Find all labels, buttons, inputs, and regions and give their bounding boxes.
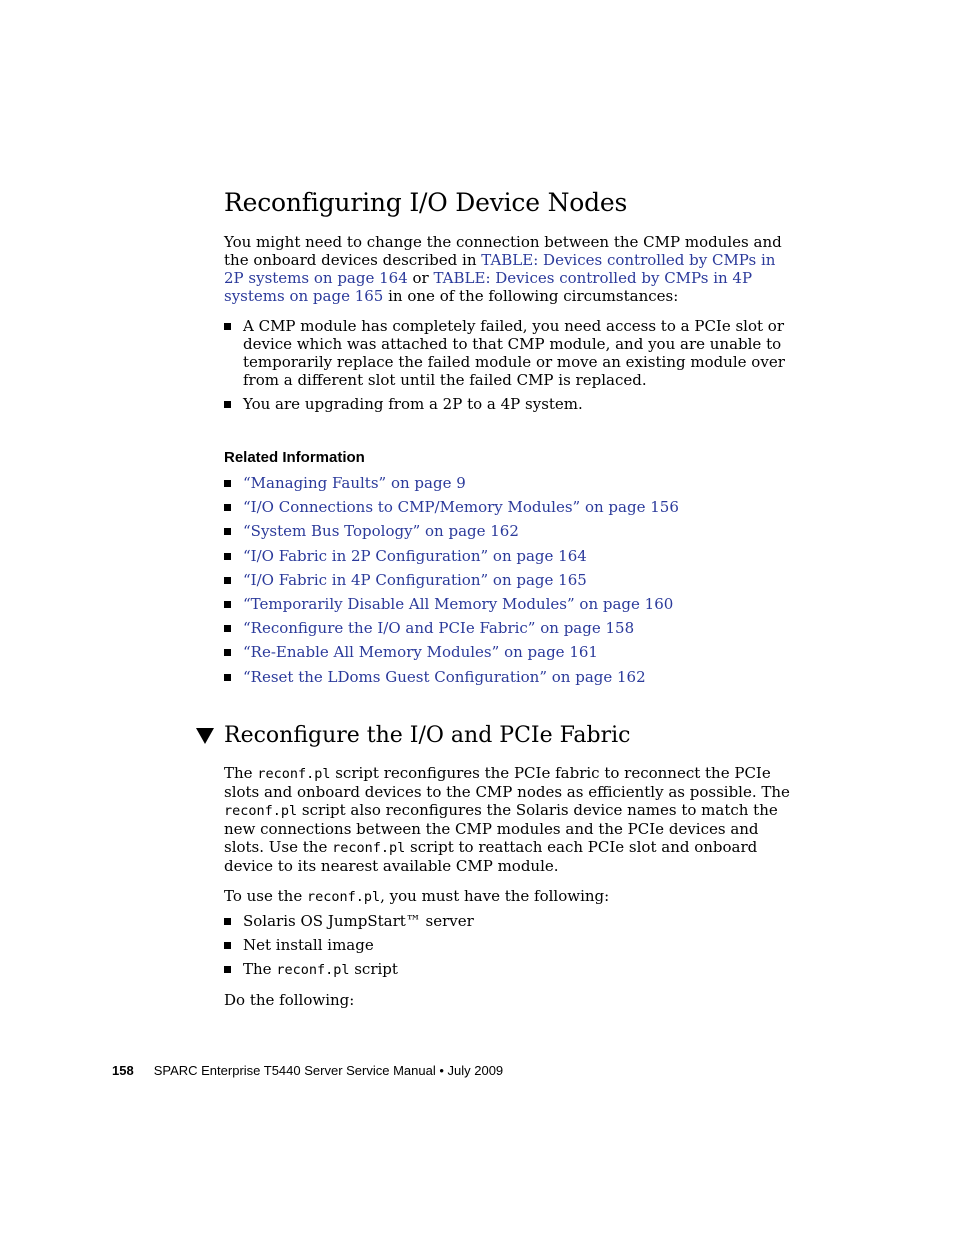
bullet-icon bbox=[224, 966, 231, 973]
body-text: , you must have the following: bbox=[380, 886, 610, 905]
procedure-description bbox=[224, 764, 798, 875]
link-table-4p[interactable]: TABLE: Devices controlled by CMPs in 4P systems on page 165 bbox=[224, 269, 753, 305]
circumstances-list bbox=[224, 317, 798, 413]
requirements-list bbox=[224, 912, 798, 979]
list-item-text: A CMP module has completely failed, you need access to a PCIe slot or device which was attached to that CMP module, and you are unable to temporarily replace the failed module or move an existing module over from a different slot until the failed CMP is replaced. bbox=[243, 317, 785, 389]
bullet-icon bbox=[224, 401, 231, 408]
related-link[interactable]: “System Bus Topology” on page 162 bbox=[243, 522, 519, 541]
related-link-item bbox=[224, 595, 798, 613]
bullet-icon bbox=[224, 323, 231, 330]
bullet-icon bbox=[224, 601, 231, 608]
related-link-item bbox=[224, 643, 798, 661]
bullet-icon bbox=[224, 625, 231, 632]
body-text: script also reconfigures the Solaris device names to match the new connections between the CMP modules and the PCIe devices and slots. Use the bbox=[224, 800, 778, 856]
list-item-text: script bbox=[349, 959, 398, 978]
page-number: 158 bbox=[112, 1063, 134, 1078]
related-link[interactable]: “Reconfigure the I/O and PCIe Fabric” on page 158 bbox=[243, 619, 635, 638]
body-text: script reconfigures the PCIe fabric to reconnect the PCIe slots and onboard devices to the CMP nodes as efficiently as possible. The bbox=[224, 763, 790, 801]
body-text: To use the bbox=[224, 886, 307, 905]
list-item-text: Solaris OS JumpStart™ server bbox=[243, 911, 474, 930]
related-link[interactable]: “I/O Connections to CMP/Memory Modules” on page 156 bbox=[243, 498, 679, 517]
related-link[interactable]: “Managing Faults” on page 9 bbox=[243, 474, 466, 492]
related-link[interactable]: “I/O Fabric in 4P Configuration” on page 165 bbox=[243, 570, 587, 589]
procedure-triangle-icon bbox=[196, 728, 214, 744]
intro-text: You might need to change the connection between the CMP modules and the onboard devices described in bbox=[224, 233, 782, 269]
code-reconf: reconf.pl bbox=[224, 802, 298, 819]
bullet-icon bbox=[224, 553, 231, 560]
related-link-item bbox=[224, 498, 798, 516]
bullet-icon bbox=[224, 577, 231, 584]
related-link-item bbox=[224, 571, 798, 589]
section-title: Reconfiguring I/O Device Nodes bbox=[224, 188, 628, 217]
procedure-header bbox=[224, 721, 798, 751]
related-information-heading: Related Information bbox=[224, 449, 365, 466]
related-link[interactable]: “Re-Enable All Memory Modules” on page 161 bbox=[243, 643, 598, 662]
do-the-following: Do the following: bbox=[224, 990, 355, 1009]
bullet-icon bbox=[224, 674, 231, 681]
page-footer bbox=[112, 1063, 503, 1079]
bullet-icon bbox=[224, 918, 231, 925]
code-reconf: reconf.pl bbox=[306, 888, 381, 905]
body-text: script to reattach each PCIe slot and onboard device to its nearest available CMP module. bbox=[224, 837, 758, 875]
list-item bbox=[224, 912, 798, 930]
code-reconf: reconf.pl bbox=[332, 839, 406, 856]
requirements-intro bbox=[224, 887, 798, 906]
related-link-item bbox=[224, 547, 798, 565]
related-link-item bbox=[224, 668, 798, 686]
related-link[interactable]: “Reset the LDoms Guest Configuration” on page 162 bbox=[243, 667, 646, 686]
footer-text: SPARC Enterprise T5440 Server Service Manual • July 2009 bbox=[153, 1063, 504, 1078]
bullet-icon bbox=[224, 649, 231, 656]
list-item-text: You are upgrading from a 2P to a 4P system. bbox=[243, 395, 583, 413]
related-link-item bbox=[224, 522, 798, 540]
procedure-title: Reconfigure the I/O and PCIe Fabric bbox=[224, 722, 631, 748]
bullet-icon bbox=[224, 480, 231, 487]
related-link-item bbox=[224, 619, 798, 637]
list-item bbox=[224, 395, 798, 413]
list-item bbox=[224, 936, 798, 954]
bullet-icon bbox=[224, 528, 231, 535]
list-item bbox=[224, 960, 798, 979]
related-link-item bbox=[224, 474, 798, 492]
list-item-text: Net install image bbox=[243, 935, 374, 954]
list-item-text: The bbox=[243, 959, 277, 978]
intro-text: in one of the following circumstances: bbox=[383, 287, 679, 305]
code-reconf: reconf.pl bbox=[257, 765, 331, 782]
related-links-list bbox=[224, 474, 798, 686]
list-item bbox=[224, 317, 798, 389]
intro-paragraph bbox=[224, 233, 798, 305]
code-reconf: reconf.pl bbox=[276, 961, 350, 978]
link-table-2p[interactable]: TABLE: Devices controlled by CMPs in 2P systems on page 164 bbox=[224, 251, 776, 287]
bullet-icon bbox=[224, 942, 231, 949]
related-link[interactable]: “Temporarily Disable All Memory Modules” on page 160 bbox=[243, 594, 674, 613]
intro-text: or bbox=[407, 269, 434, 287]
body-text: The bbox=[224, 763, 258, 782]
page-content bbox=[224, 186, 798, 1021]
bullet-icon bbox=[224, 504, 231, 511]
related-link[interactable]: “I/O Fabric in 2P Configuration” on page 164 bbox=[243, 546, 587, 565]
